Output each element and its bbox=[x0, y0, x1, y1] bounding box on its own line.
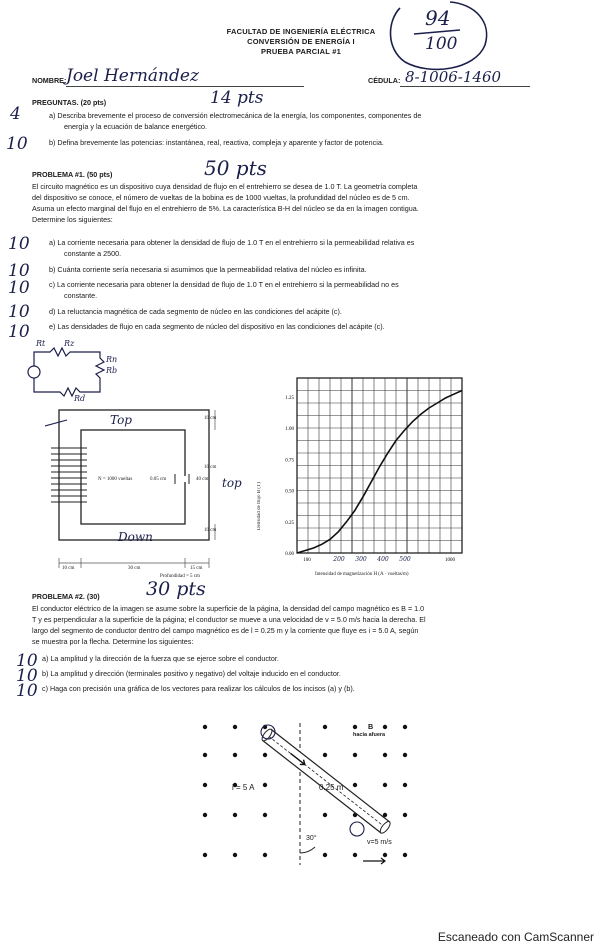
cedula-label: CÉDULA: bbox=[368, 76, 401, 85]
header-line2: CONVERSIÓN DE ENERGÍA I bbox=[247, 37, 355, 46]
field-dot bbox=[383, 783, 387, 787]
field-dot bbox=[323, 853, 327, 857]
bh-chart-xlabel: Intensidad de magnetización H (A · vueltas/m) bbox=[315, 572, 409, 577]
bh-curve bbox=[297, 391, 462, 554]
nombre-label: NOMBRE: bbox=[32, 76, 67, 85]
field-dot bbox=[403, 813, 407, 817]
grade-numerator: 94 bbox=[425, 6, 451, 30]
preguntas-a: a) Describa brevemente el proceso de conversión electromecánica de la energía, los componentes, componentes de bbox=[49, 111, 422, 120]
fig2-B: B bbox=[368, 722, 374, 731]
preguntas-mark-b: 10 bbox=[6, 134, 28, 154]
preguntas-score: 14 pts bbox=[210, 88, 264, 108]
problema2-c: c) Haga con precisión una gráfica de los vectores para realizar los cálculos de los incisos (a) y (b). bbox=[42, 684, 355, 693]
cedula-value: 8-1006-1460 bbox=[405, 68, 502, 86]
y-tick-label: 0.50 bbox=[285, 489, 294, 495]
problema2-p2: T y es perpendicular a la superficie de la página; el conductor se mueve a una velocidad de v = 5.0 m/s hacia la derecha. El bbox=[32, 615, 426, 624]
header-line1: FACULTAD DE INGENIERÍA ELÉCTRICA bbox=[226, 27, 376, 36]
field-dot bbox=[383, 725, 387, 729]
x-hand-label: 300 bbox=[355, 556, 367, 563]
hand-circuit-rd: Rd bbox=[74, 394, 86, 403]
core-dim-right: 15 cm bbox=[190, 566, 203, 571]
field-dot bbox=[263, 813, 267, 817]
grade-denominator: 100 bbox=[425, 34, 458, 54]
field-dot bbox=[383, 753, 387, 757]
hand-circuit-rb: Rb bbox=[106, 366, 118, 375]
nombre-value: Joel Hernández bbox=[66, 66, 199, 86]
field-dot bbox=[403, 753, 407, 757]
field-dot bbox=[203, 813, 207, 817]
field-dot bbox=[233, 853, 237, 857]
core-gap-label: 0.05 cm bbox=[150, 477, 167, 482]
core-hand-down: Down bbox=[118, 530, 153, 544]
hand-circuit-rz: Rz bbox=[64, 339, 75, 348]
x-hand-label: 200 bbox=[333, 556, 345, 563]
core-dim-left: 10 cm bbox=[62, 566, 75, 571]
problema1-score: 50 pts bbox=[204, 156, 267, 180]
preguntas-b: b) Defina brevemente las potencias: instantánea, real, reactiva, compleja y aparente y factor de potencia. bbox=[49, 138, 384, 147]
x-hand-label: 500 bbox=[399, 556, 411, 563]
core-label-bot: 10 cm bbox=[204, 528, 217, 533]
problema2-mark-c: 10 bbox=[16, 681, 38, 701]
field-dot bbox=[233, 753, 237, 757]
field-dot bbox=[353, 853, 357, 857]
fig2-current: i = 5 A bbox=[232, 783, 255, 792]
field-dot bbox=[403, 725, 407, 729]
field-dot bbox=[353, 753, 357, 757]
problema1-mark-e: 10 bbox=[8, 322, 30, 342]
field-dot bbox=[323, 813, 327, 817]
x-tick-label: 1000 bbox=[445, 558, 455, 563]
problema1-mark-d: 10 bbox=[8, 302, 30, 322]
fig2-angle: 30° bbox=[306, 835, 317, 842]
core-coil-label: N = 1000 vueltas bbox=[98, 477, 133, 482]
core-label-top: 10 cm bbox=[204, 416, 217, 421]
field-dot bbox=[323, 753, 327, 757]
field-dot bbox=[403, 783, 407, 787]
field-dot bbox=[383, 853, 387, 857]
core-depth: Profundidad = 5 cm bbox=[160, 574, 200, 579]
problema1-mark-b: 10 bbox=[8, 261, 30, 281]
core-dim-mid: 30 cm bbox=[128, 566, 141, 571]
core-hand-gap: top bbox=[222, 476, 242, 490]
fig2-length: 0.25 m bbox=[319, 783, 344, 792]
field-dot bbox=[203, 853, 207, 857]
conductor-figure bbox=[195, 715, 420, 875]
header-line3: PRUEBA PARCIAL #1 bbox=[261, 47, 341, 56]
field-dot bbox=[353, 725, 357, 729]
problema2-p4: se muestra por la flecha. Determine los siguientes: bbox=[32, 637, 194, 646]
bh-chart-ticks bbox=[285, 396, 455, 563]
problema1-e: e) Las densidades de flujo en cada segmento de núcleo del dispositivo en las condiciones del acápite (c). bbox=[49, 322, 385, 331]
bh-chart-ylabel: Densidad de flujo B (T) bbox=[257, 482, 262, 530]
y-tick-label: 0.00 bbox=[285, 552, 294, 557]
preguntas-a2: energía y la ecuación de balance energético. bbox=[64, 122, 208, 131]
problema2-p1: El conductor eléctrico de la imagen se asume sobre la superficie de la página, la densidad del campo magnético es B = 1.0 bbox=[32, 604, 425, 613]
problema2-a: a) La amplitud y la dirección de la fuerza que se ejerce sobre el conductor. bbox=[42, 654, 279, 663]
problema1-p4: Determine los siguientes: bbox=[32, 215, 113, 224]
problema1-p1: El circuito magnético es un dispositivo cuya densidad de flujo en el entrehierro se desea de 1.0 T. La geometría completa bbox=[32, 182, 418, 191]
core-gap2-label: 40 cm bbox=[196, 477, 209, 482]
problema2-mark-b: 10 bbox=[16, 666, 38, 686]
field-dot bbox=[203, 725, 207, 729]
x-tick-label: 100 bbox=[303, 558, 311, 563]
y-tick-label: 0.75 bbox=[285, 458, 294, 464]
problema1-b: b) Cuánta corriente sería necesaria si asumimos que la permeabilidad relativa del núcleo es infinita. bbox=[49, 265, 367, 274]
field-dot bbox=[263, 753, 267, 757]
core-label-mid: 10 cm bbox=[204, 465, 217, 470]
cedula-underline bbox=[400, 86, 530, 87]
problema1-a2: constante a 2500. bbox=[64, 249, 122, 258]
fig2-velocity: v=5 m/s bbox=[367, 839, 392, 846]
problema2-b: b) La amplitud y dirección (terminales positivo y negativo) del voltaje inducido en el conductor. bbox=[42, 669, 341, 678]
field-dot bbox=[233, 725, 237, 729]
problema1-d: d) La reluctancia magnética de cada segmento de núcleo en las condiciones del acápite (c). bbox=[49, 307, 342, 316]
problema1-a: a) La corriente necesaria para obtener la densidad de flujo de 1.0 T en el entrehierro si la permeabilidad relativa es bbox=[49, 238, 415, 247]
field-dot bbox=[353, 783, 357, 787]
fig2-B-sub: hacia afuera bbox=[353, 732, 386, 738]
problema2-p3: largo del segmento de conductor dentro del campo magnético es de l = 0.25 m y la corriente que fluye es i = 5.0 A, según bbox=[32, 626, 419, 635]
hand-circuit-rn: Rn bbox=[106, 355, 118, 364]
x-hand-label: 400 bbox=[377, 556, 389, 563]
y-tick-label: 1.00 bbox=[285, 427, 294, 432]
y-tick-label: 0.25 bbox=[285, 520, 294, 526]
scanner-footer: Escaneado con CamScanner bbox=[437, 930, 594, 944]
problema2-score: 30 pts bbox=[146, 578, 206, 600]
field-dot bbox=[263, 853, 267, 857]
problema2-title: PROBLEMA #2. (30) bbox=[32, 592, 100, 601]
problema1-c: c) La corriente necesaria para obtener la densidad de flujo de 1.0 T en el entrehierro si la permeabilidad no es bbox=[49, 280, 399, 289]
preguntas-mark-a: 4 bbox=[10, 104, 21, 124]
field-dot bbox=[203, 783, 207, 787]
field-dot bbox=[263, 783, 267, 787]
field-dot bbox=[203, 753, 207, 757]
problema1-p3: Asuma un efecto marginal del flujo en el entrehierro de 5%. La característica B-H del núcleo se da en la imagen contigua. bbox=[32, 204, 419, 213]
problema1-p2: del dispositivo se conoce, el número de vueltas de la bobina es de 1000 vueltas, la profundidad del núcleo es de 5 cm. bbox=[32, 193, 410, 202]
preguntas-title: PREGUNTAS. (20 pts) bbox=[32, 98, 107, 107]
problema1-title: PROBLEMA #1. (50 pts) bbox=[32, 170, 113, 179]
field-dot bbox=[403, 853, 407, 857]
field-dot bbox=[233, 813, 237, 817]
nombre-underline bbox=[66, 86, 304, 87]
bh-chart bbox=[263, 370, 478, 585]
core-hand-top: Top bbox=[110, 413, 132, 427]
problema1-c2: constante. bbox=[64, 291, 98, 300]
problema1-mark-a: 10 bbox=[8, 234, 30, 254]
problema1-mark-c: 10 bbox=[8, 278, 30, 298]
y-tick-label: 1.25 bbox=[285, 395, 294, 401]
field-dot bbox=[323, 725, 327, 729]
hand-circuit-rt: Rt bbox=[36, 339, 46, 348]
magnetic-core-figure bbox=[45, 400, 245, 582]
problema2-mark-a: 10 bbox=[16, 651, 38, 671]
